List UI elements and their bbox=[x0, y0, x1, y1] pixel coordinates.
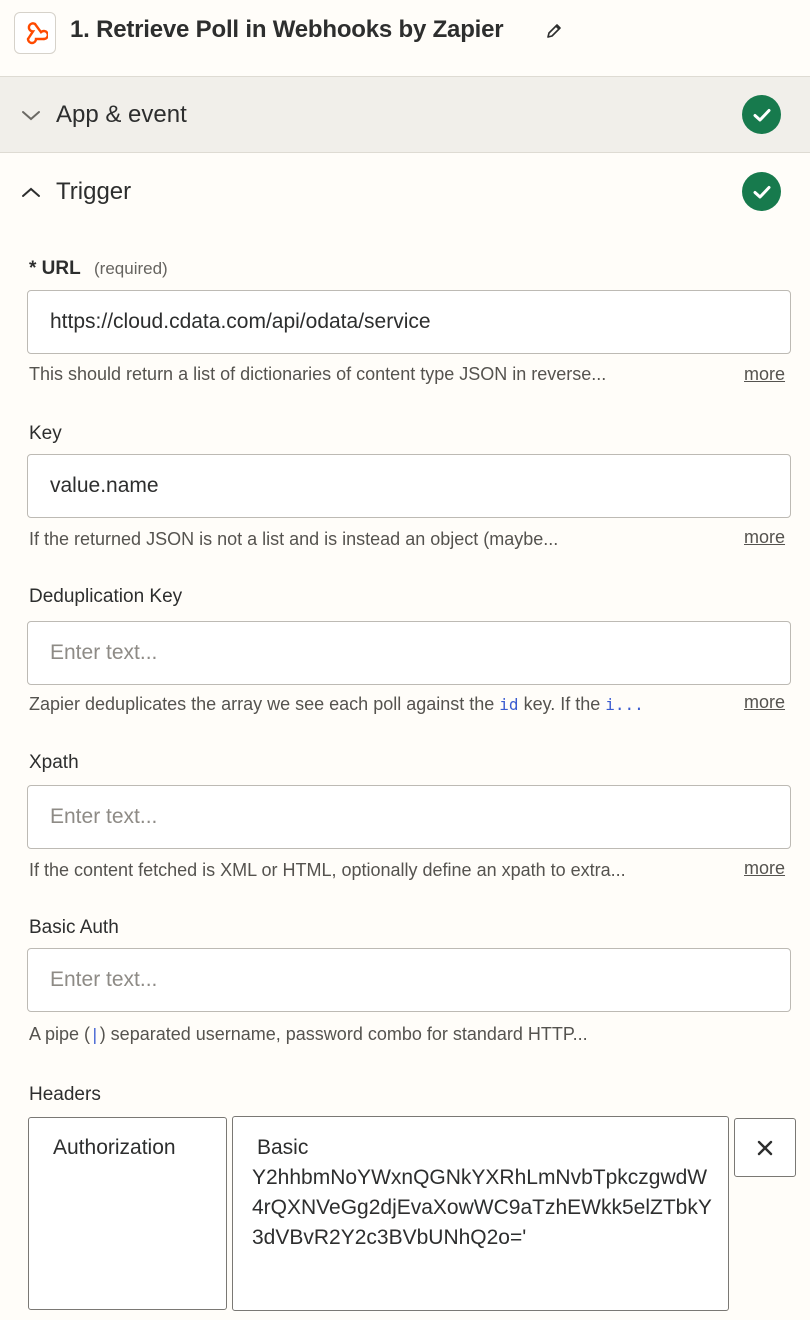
check-circle-icon bbox=[742, 172, 781, 211]
key-more-link[interactable]: more bbox=[744, 527, 786, 547]
dedup-help-code: i... bbox=[605, 695, 644, 714]
header-value-line: Basic bbox=[257, 1136, 309, 1159]
chevron-down-icon bbox=[20, 104, 42, 126]
key-value: value.name bbox=[50, 474, 159, 497]
section-label: Trigger bbox=[56, 177, 132, 205]
xpath-label: Xpath bbox=[29, 752, 79, 773]
dedup-help-text: Zapier deduplicates the array we see each poll against the bbox=[29, 694, 500, 714]
basic-auth-help bbox=[29, 1024, 719, 1045]
chevron-up-icon bbox=[20, 181, 42, 203]
key-label: Key bbox=[29, 423, 62, 444]
section-label: App & event bbox=[56, 100, 187, 128]
basic-auth-input[interactable] bbox=[27, 948, 791, 1012]
dedup-input[interactable] bbox=[27, 621, 791, 685]
step-header bbox=[0, 0, 810, 76]
dedup-placeholder: Enter text... bbox=[50, 641, 158, 664]
url-more-link[interactable]: more bbox=[744, 364, 786, 384]
remove-header-button[interactable] bbox=[734, 1118, 796, 1177]
key-help: If the returned JSON is not a list and is instead an object (maybe... bbox=[29, 529, 559, 549]
url-label bbox=[29, 258, 168, 280]
key-input[interactable] bbox=[27, 454, 791, 518]
xpath-placeholder: Enter text... bbox=[50, 805, 158, 828]
basic-auth-help-code: | bbox=[90, 1025, 100, 1044]
basic-auth-placeholder: Enter text... bbox=[50, 968, 158, 991]
dedup-label: Deduplication Key bbox=[29, 586, 183, 607]
xpath-help: If the content fetched is XML or HTML, optionally define an xpath to extra... bbox=[29, 860, 626, 880]
dedup-more-link[interactable]: more bbox=[744, 692, 786, 712]
required-hint: (required) bbox=[94, 259, 168, 278]
xpath-input[interactable] bbox=[27, 785, 791, 849]
url-required-mark: * URL bbox=[29, 258, 81, 279]
step-title[interactable]: 1. Retrieve Poll in Webhooks by Zapier bbox=[70, 16, 504, 43]
webhooks-icon bbox=[14, 12, 56, 54]
header-value-line: Y2hhbmNoYWxnQGNkYXRhLmNvbTpkczgwdW4rQXNVeGg2djEvaXowWC9aTzhEWkk5elZTbkY3dVBvR2Y2c3BVbUNhQ2o=' bbox=[252, 1166, 712, 1249]
basic-auth-help-text: ) separated username, password combo for standard HTTP... bbox=[99, 1024, 588, 1044]
close-icon bbox=[756, 1139, 774, 1157]
pencil-icon[interactable] bbox=[545, 22, 563, 40]
header-key-value: Authorization bbox=[53, 1136, 176, 1159]
check-circle-icon bbox=[742, 95, 781, 134]
basic-auth-label: Basic Auth bbox=[29, 917, 119, 938]
section-trigger[interactable] bbox=[0, 153, 810, 230]
header-key-input[interactable] bbox=[28, 1117, 227, 1310]
dedup-help-code: id bbox=[499, 695, 519, 714]
section-app-event[interactable] bbox=[0, 76, 810, 153]
dedup-help bbox=[29, 694, 719, 715]
url-input[interactable] bbox=[27, 290, 791, 354]
headers-label: Headers bbox=[29, 1084, 101, 1105]
url-help: This should return a list of dictionaries of content type JSON in reverse... bbox=[29, 364, 607, 384]
dedup-help-text: key. If the bbox=[518, 694, 606, 714]
header-value-input[interactable] bbox=[232, 1116, 729, 1311]
basic-auth-help-text: A pipe ( bbox=[29, 1024, 91, 1044]
xpath-more-link[interactable]: more bbox=[744, 858, 786, 878]
url-value: https://cloud.cdata.com/api/odata/service bbox=[50, 310, 431, 333]
